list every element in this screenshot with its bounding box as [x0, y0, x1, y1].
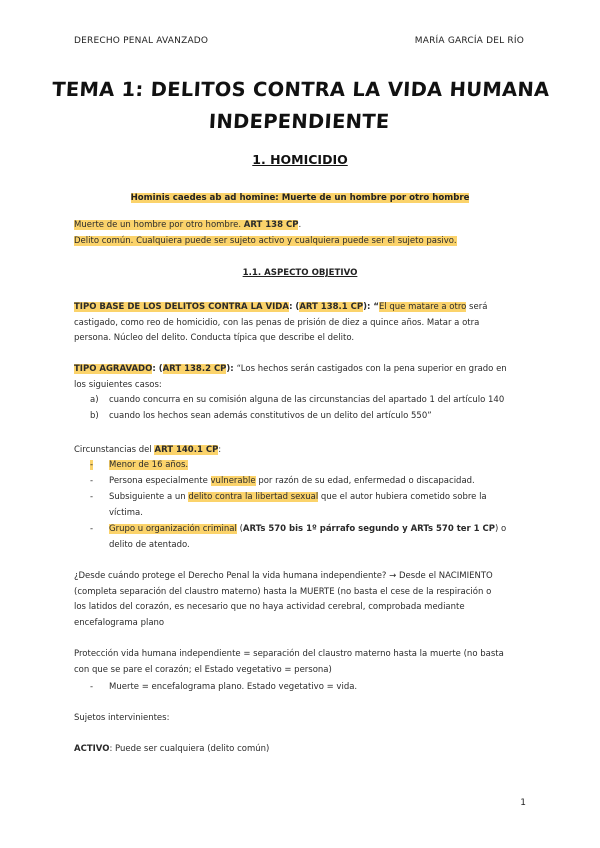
bullet-dash-3: -: [90, 492, 94, 502]
tipo-agravado-line-2: los siguientes casos:: [74, 379, 162, 390]
proteccion-q-line-1: ¿Desde cuándo protege el Derecho Penal la vida humana independiente? → Desde el NACIMIENTO: [74, 571, 493, 581]
sujetos-heading: Sujetos intervinientes:: [74, 713, 170, 723]
latin-definition-text: Hominis caedes ab ad homine: Muerte de un hombre por otro hombre: [130, 193, 470, 203]
tipo-agravado-label: TIPO AGRAVADO: [74, 364, 153, 374]
tipo-agravado-text: “Los hechos serán castigados con la pena superior en grado en: [236, 364, 507, 374]
circ-item-2-hl: vulnerable: [210, 476, 256, 486]
section-heading-homicidio: 1. HOMICIDIO: [252, 152, 348, 167]
list-item-b: cuando los hechos sean además constitutivos de un delito del artículo 550”: [109, 411, 432, 421]
circ-item-2: [109, 474, 475, 490]
tipo-agravado-line-1: [74, 362, 530, 378]
circ-item-4-arts: ARTs 570 bis 1º párrafo segundo y ARTs 570 ter 1 CP: [242, 524, 496, 534]
circ-item-1-text: Menor de 16 años.: [109, 460, 189, 470]
circ-item-4-line-1: [109, 522, 529, 538]
delito-comun-text: Delito común. Cualquiera puede ser sujeto activo y cualquiera puede ser el sujeto pasivo.: [74, 235, 457, 246]
header-author: MARÍA GARCÍA DEL RÍO: [414, 36, 524, 46]
tipo-base-paragraph: [74, 300, 530, 347]
circ-item-4-line-2: delito de atentado.: [109, 539, 190, 550]
art-138-2-ref: ART 138.2 CP: [162, 364, 227, 374]
tipo-base-quote: El que matare a otro: [378, 302, 467, 312]
circ-item-4-a: (: [236, 524, 243, 534]
circ-item-3-line-2: víctima.: [109, 507, 143, 518]
bullet-dash-2: -: [90, 476, 94, 486]
bullet-dash-5: -: [90, 682, 94, 692]
title-line-1: TEMA 1: DELITOS CONTRA LA VIDA HUMANA: [51, 78, 551, 101]
proteccion-q-line-2: (completa separación del claustro materno) hasta la MUERTE (no basta el cese de la respiración o: [74, 586, 492, 597]
circ-item-4: [109, 522, 529, 553]
tipo-base-close: ): “: [363, 302, 379, 312]
definition-line-1: [74, 218, 530, 234]
list-item-a: cuando concurra en su comisión alguna de las circunstancias del apartado 1 del artículo 140: [109, 395, 505, 405]
tipo-base-label: TIPO BASE DE LOS DELITOS CONTRA LA VIDA: [74, 302, 290, 312]
page-number: 1: [520, 798, 526, 808]
page-title: [38, 74, 561, 138]
tipo-base-rest: será: [466, 302, 488, 312]
list-marker-b: b): [90, 411, 99, 421]
activo-label: ACTIVO: [74, 744, 110, 754]
circ-item-2-b: por razón de su edad, enfermedad o discapacidad.: [255, 476, 475, 486]
definition-line-2: [74, 234, 530, 250]
proteccion-item: Muerte = encefalograma plano. Estado vegetativo = vida.: [109, 682, 358, 692]
circ-item-3-line-1: [109, 490, 529, 506]
tipo-agravado-sep: : (: [152, 364, 163, 374]
tipo-base-line-1: [74, 300, 530, 316]
header-course: DERECHO PENAL AVANZADO: [74, 36, 209, 46]
dash-1: -: [90, 460, 94, 470]
proteccion-line-2: con que se pare el corazón; el Estado vegetativo = persona): [74, 664, 332, 675]
proteccion-question-paragraph: [74, 569, 530, 631]
latin-definition: [0, 193, 600, 203]
circ-item-4-c: ) o: [495, 524, 507, 534]
title-line-2: INDEPENDIENTE: [208, 110, 391, 133]
definition-paragraph: [74, 218, 530, 249]
definition-period: .: [298, 220, 302, 230]
proteccion-paragraph: [74, 647, 530, 678]
tipo-base-sep: : (: [289, 302, 300, 312]
circ-item-3: [109, 490, 529, 521]
art-138-1-ref: ART 138.1 CP: [299, 302, 364, 312]
circunstancias-text: Circunstancias del: [74, 445, 155, 455]
circ-item-1: [109, 458, 188, 474]
art-140-1-ref: ART 140.1 CP: [154, 445, 219, 455]
bullet-dash-1: [90, 458, 93, 474]
circ-item-4-hl: Grupo u organización criminal: [109, 524, 237, 534]
list-marker-a: a): [90, 395, 99, 405]
circ-item-3-hl: delito contra la libertad sexual: [188, 492, 319, 502]
tipo-agravado-close: ):: [226, 364, 237, 374]
circunstancias-colon: :: [218, 445, 222, 455]
proteccion-q-line-4: encefalograma plano: [74, 617, 165, 628]
bullet-dash-4: -: [90, 524, 94, 534]
tipo-agravado-paragraph: [74, 362, 530, 393]
proteccion-line-1: Protección vida humana independiente = separación del claustro materno hasta la muerte (no basta: [74, 649, 504, 659]
circ-item-3-a: Subsiguiente a un: [109, 492, 189, 502]
tipo-base-line-3: persona. Núcleo del delito. Conducta típica que describe el delito.: [74, 333, 355, 344]
circunstancias-intro: [74, 443, 530, 459]
activo-text: : Puede ser cualquiera (delito común): [109, 744, 270, 754]
subsection-heading-aspecto-objetivo: 1.1. ASPECTO OBJETIVO: [242, 268, 358, 278]
proteccion-q-line-3: los latidos del corazón, es necesario que no haya actividad cerebral, comprobada mediante: [74, 602, 465, 613]
activo-paragraph: [74, 742, 530, 758]
definition-text: Muerte de un hombre por otro hombre.: [74, 220, 244, 230]
tipo-base-line-2: castigado, como reo de homicidio, con las penas de prisión de diez a quince años. Matar a otra: [74, 317, 480, 328]
circ-item-3-b: que el autor hubiera cometido sobre la: [318, 492, 487, 502]
art-138-ref: ART 138 CP: [243, 220, 299, 230]
circ-item-2-a: Persona especialmente: [109, 476, 211, 486]
